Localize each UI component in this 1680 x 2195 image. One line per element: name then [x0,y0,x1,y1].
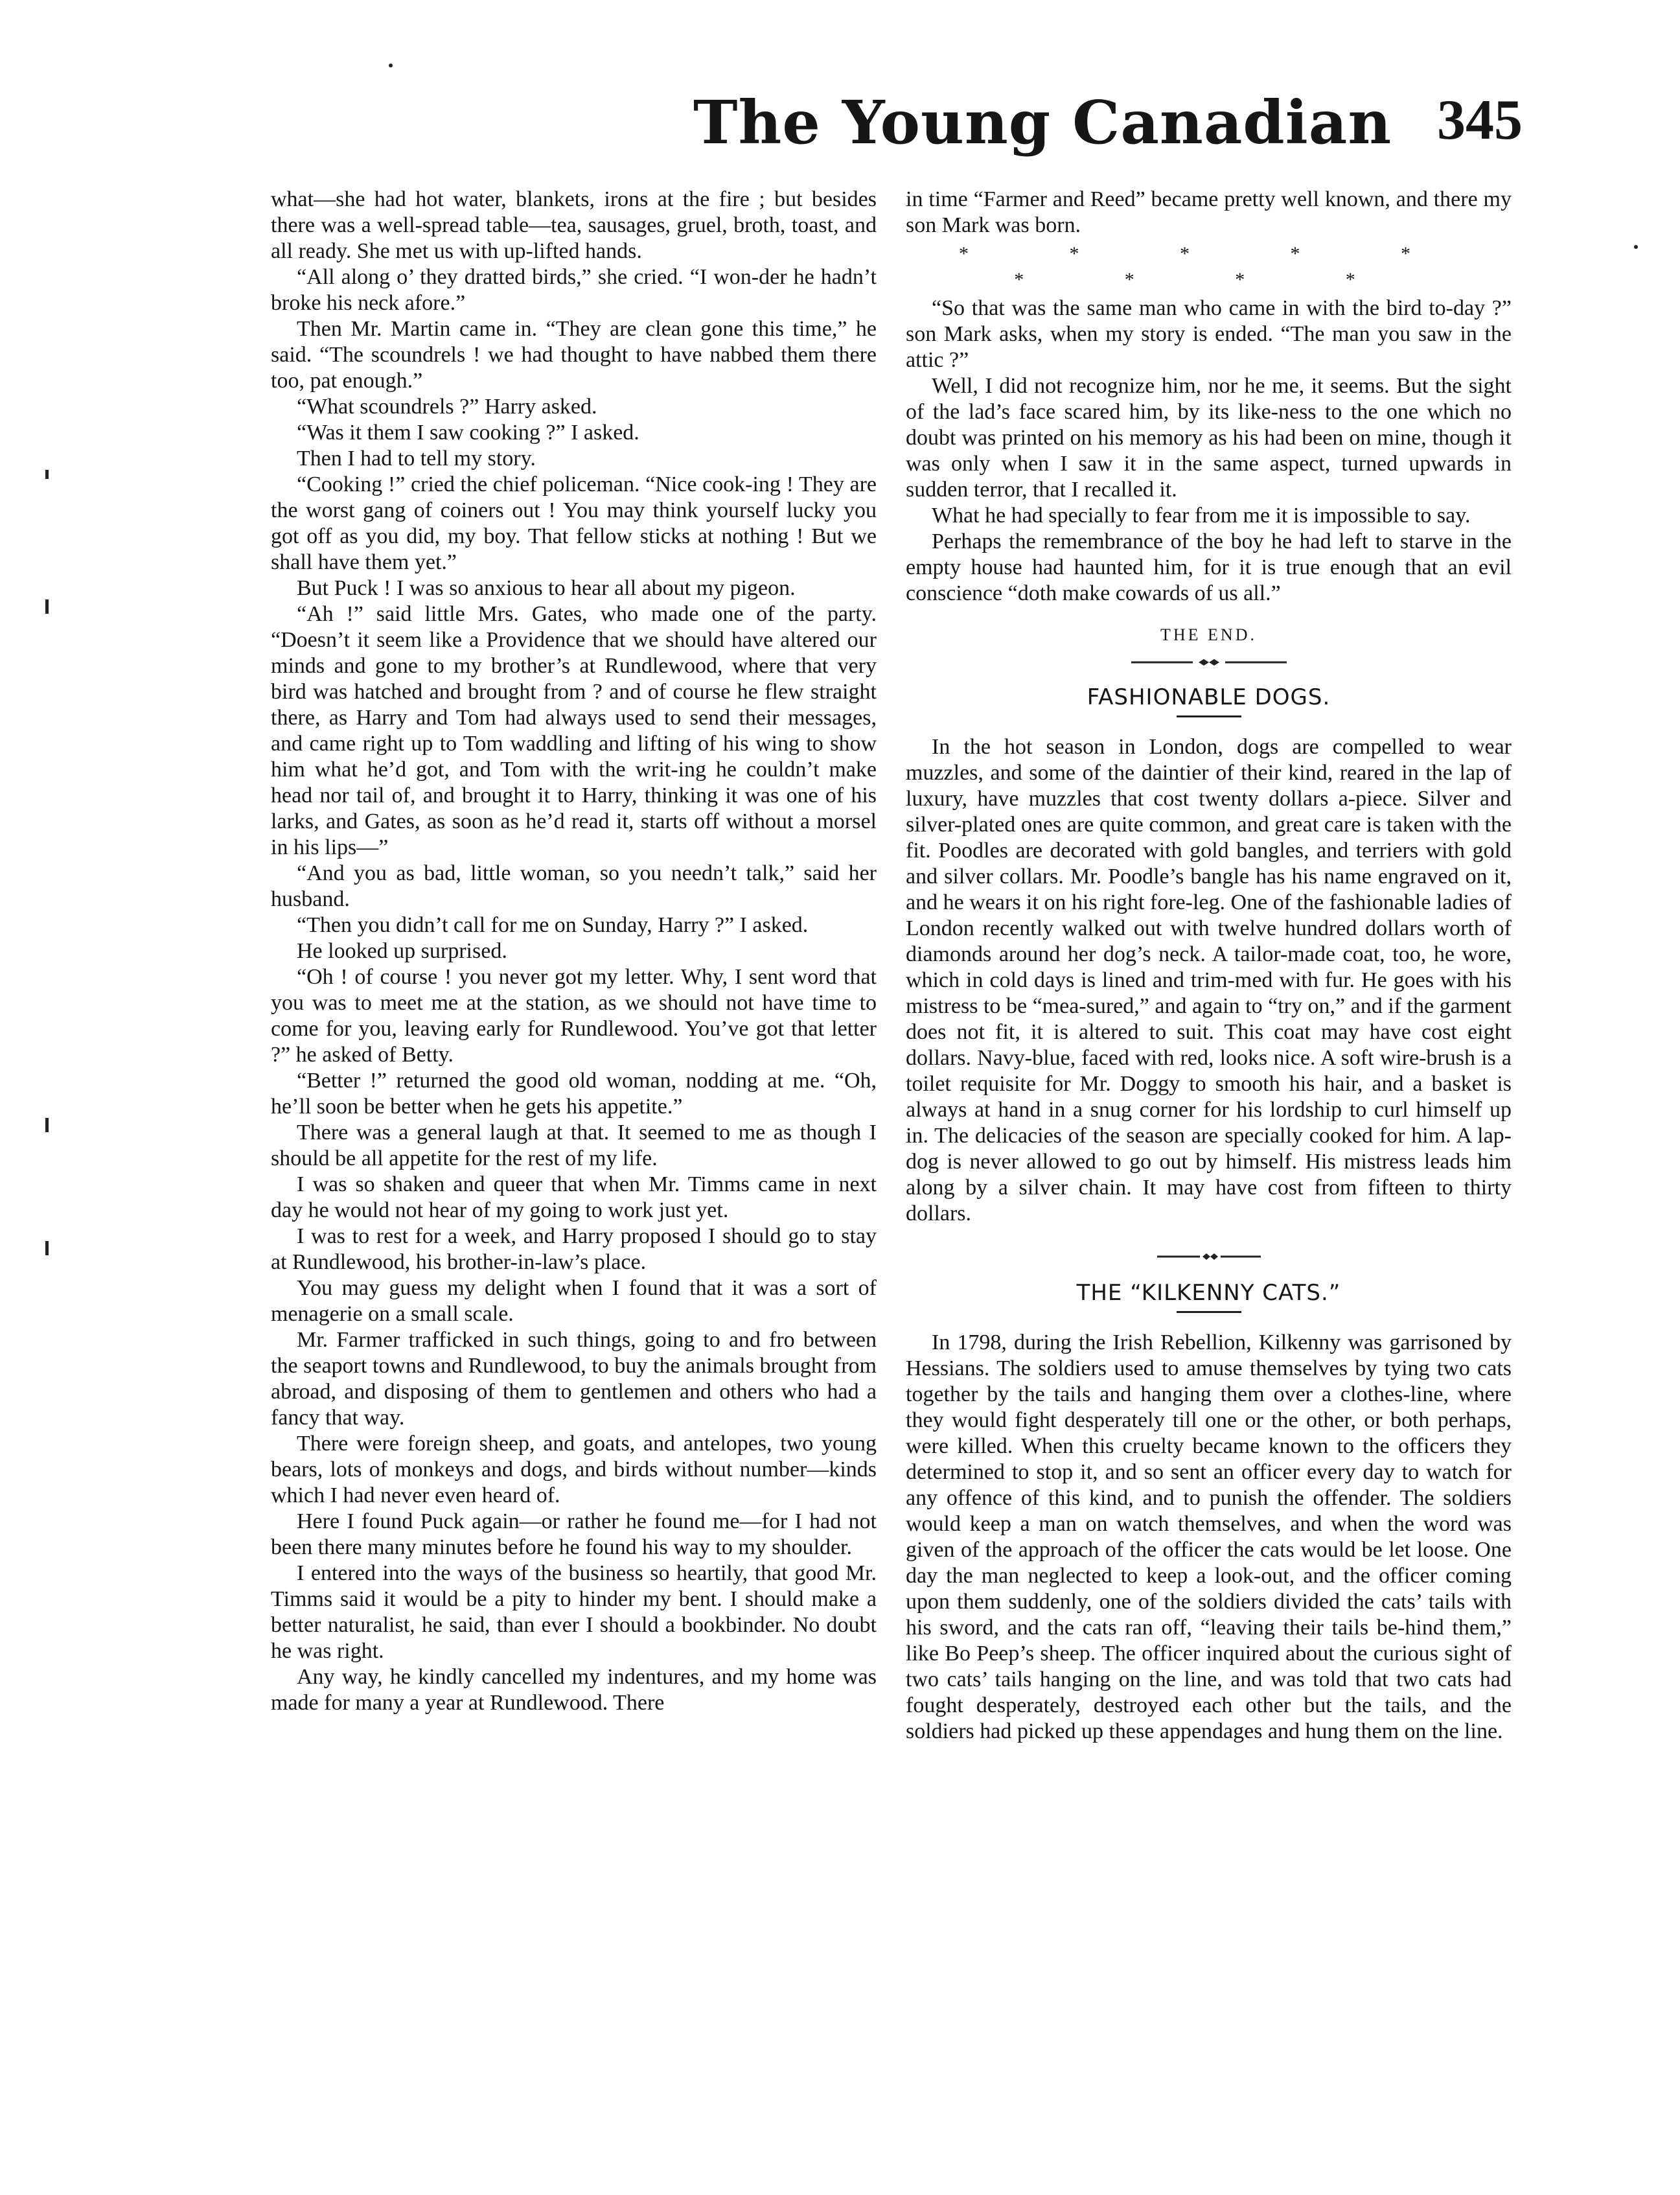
paragraph: Well, I did not recognize him, nor he me, it seems. But the sight of the lad’s face scared him, by its like-ness to the one which no doubt was printed on his memory as his had been on mine, though it was only when I saw it in the same aspect, turned upwards in sudden terror, that I recalled it. [906,374,1512,502]
paragraph: in time “Farmer and Reed” became pretty well known, and there my son Mark was born. [906,187,1512,237]
paragraph: Then I had to tell my story. [297,447,536,470]
paragraph: But Puck ! I was so anxious to hear all about my pigeon. [297,576,796,600]
paragraph: “Cooking !” cried the chief policeman. “Nice cook-ing ! They are the worst gang of coiners out ! You may think yourself lucky you got off as you did, my boy. That fellow sticks at nothing ! But we shall have them yet.” [271,472,877,574]
paragraph: “Better !” returned the good old woman, nodding at me. “Oh, he’ll soon be better when he gets his appetite.” [271,1069,877,1119]
paragraph: Perhaps the remembrance of the boy he had left to starve in the empty house had haunted him, for it is true enough that an evil conscience “doth make cowards of us all.” [906,529,1512,605]
article-title: THE “KILKENNY CATS.” [1076,1280,1341,1306]
paragraph: I entered into the ways of the business so heartily, that good Mr. Timms said it would be a pity to hinder my bent. I should make a better naturalist, he said, than ever I should a bookbinder. No doubt he was right. [271,1561,877,1663]
paragraph: “So that was the same man who came in with the bird to-day ?” son Mark asks, when my story is ended. “The man you saw in the attic ?” [906,296,1512,372]
page-number: 345 [1437,89,1523,152]
paragraph: What he had specially to fear from me it is impossible to say. [932,504,1471,528]
paragraph: “Oh ! of course ! you never got my letter. Why, I sent word that you was to meet me at the station, as we should not have time to come for you, leaving early for Rundlewood. You’ve got that letter ?” he asked of Betty. [271,965,877,1067]
ornamental-divider [1131,658,1287,666]
title-underline [1177,715,1241,717]
paragraph: I was so shaken and queer that when Mr. Timms came in next day he would not hear of my going to work just yet. [271,1172,877,1222]
margin-mark [45,1118,49,1132]
paragraph: Here I found Puck again—or rather he found me—for I had not been there many minutes before he found his way to my shoulder. [271,1509,877,1559]
margin-mark [45,599,49,614]
right-column [906,187,1512,1745]
section-separator-stars: * * * * * * * * * [959,243,1458,290]
left-column [271,187,877,1716]
masthead [0,87,1680,165]
paragraph: In 1798, during the Irish Rebellion, Kilkenny was garrisoned by Hessians. The soldiers used to amuse themselves by tying two cats together by the tails and hanging them over a clothes-line, where they would fight desperately till one or the other, or both perhaps, were killed. When this cruelty became known to the officers they determined to stop it, and so sent an officer every day to watch for any offence of this kind, and to punish the offender. The soldiers would keep a man on watch themselves, and when the word was given of the approach of the officer the cats would be let loose. One day the man neglected to keep a look-out, and the officer coming upon them suddenly, one of the soldiers divided the cats’ tails with his sword, and the cats ran off, “leaving their tails be-hind them,” like Bo Peep’s sheep. The officer inquired about the curious sight of two cats’ tails hanging on the line, and was told that two cats had fought desperately, destroyed each other but the tails, and the soldiers had picked up these appendages and hung them on the line. [906,1330,1512,1743]
paragraph: “What scoundrels ?” Harry asked. [297,395,597,419]
paragraph: “Was it them I saw cooking ?” I asked. [297,421,639,445]
paragraph: In the hot season in London, dogs are compelled to wear muzzles, and some of the daintier of their kind, reared in the lap of luxury, have muzzles that cost twenty dollars a-piece. Silver and silver-plated ones are quite common, and great care is taken with the fit. Poodles are decorated with gold bangles, and terriers with gold and silver collars. Mr. Poodle’s bangle has his name engraved on it, and he wears it on his right fore-leg. One of the fashionable ladies of London recently walked out with twelve hundred dollars worth of diamonds around her dog’s neck. A tailor-made coat, too, he wore, which in cold days is lined and trim-med with fur. He goes with his mistress to be “mea-sured,” and again to “try on,” and if the garment does not fit, it is altered to suit. This coat may have cost eight dollars. Navy-blue, faced with red, looks nice. A soft wire-brush is a toilet requisite for Mr. Doggy to smooth his hair, and a basket is always at hand in a snug corner for his lordship to curl himself up in. The delicacies of the season are specially cooked for him. A lap-dog is never allowed to go out by himself. His mistress leads him along by a silver chain. It may have cost from fifteen to thirty dollars. [906,735,1512,1225]
paragraph: Any way, he kindly cancelled my indentures, and my home was made for many a year at Rundlewood. There [271,1665,877,1715]
paragraph: “And you as bad, little woman, so you needn’t talk,” said her husband. [271,861,877,911]
paragraph: what—she had hot water, blankets, irons at the fire ; but besides there was a well-spread table—tea, sausages, gruel, broth, toast, and all ready. She met us with up-lifted hands. [271,187,877,263]
margin-mark [45,1241,49,1255]
title-underline [1177,1311,1241,1313]
paragraph: “All along o’ they dratted birds,” she cried. “I won-der he hadn’t broke his neck afore.” [271,265,877,315]
paragraph: I was to rest for a week, and Harry proposed I should go to stay at Rundlewood, his brother-in-law’s place. [271,1224,877,1274]
page-speck [389,64,393,67]
the-end-label: THE END. [1160,625,1257,644]
paragraph: He looked up surprised. [297,939,507,963]
paragraph: There were foreign sheep, and goats, and antelopes, two young bears, lots of monkeys and dogs, and birds without number—kinds which I had never even heard of. [271,1432,877,1507]
paragraph: Mr. Farmer trafficked in such things, going to and fro between the seaport towns and Rundlewood, to buy the animals brought from abroad, and disposing of them to gentlemen and others who had a fancy that way. [271,1328,877,1430]
paragraph: You may guess my delight when I found that it was a sort of menagerie on a small scale. [271,1276,877,1326]
paragraph: “Then you didn’t call for me on Sunday, Harry ?” I asked. [297,913,809,937]
article-title: FASHIONABLE DOGS. [1087,684,1331,710]
paragraph: There was a general laugh at that. It seemed to me as though I should be all appetite for the rest of my life. [271,1121,877,1170]
margin-mark [45,470,49,479]
paragraph: Then Mr. Martin came in. “They are clean gone this time,” he said. “The scoundrels ! we had thought to have nabbed them there too, pat enough.” [271,317,877,393]
page-speck [1634,245,1638,249]
ornamental-divider [1157,1253,1261,1260]
publication-title: The Young Canadian [693,87,1392,157]
paragraph: “Ah !” said little Mrs. Gates, who made one of the party. “Doesn’t it seem like a Providence that we should have altered our minds and gone to my brother’s at Rundlewood, where that very bird was hatched and brought from ? and of course he flew straight there, as Harry and Tom had always used to send their messages, and came right up to Tom waddling and lifting of his wing to show him what he’d got, and Tom with the writ-ing he couldn’t make head nor tail of, and brought it to Harry, thinking it was one of his larks, and Gates, as soon as he’d read it, starts off without a morsel in his lips—” [271,602,877,859]
